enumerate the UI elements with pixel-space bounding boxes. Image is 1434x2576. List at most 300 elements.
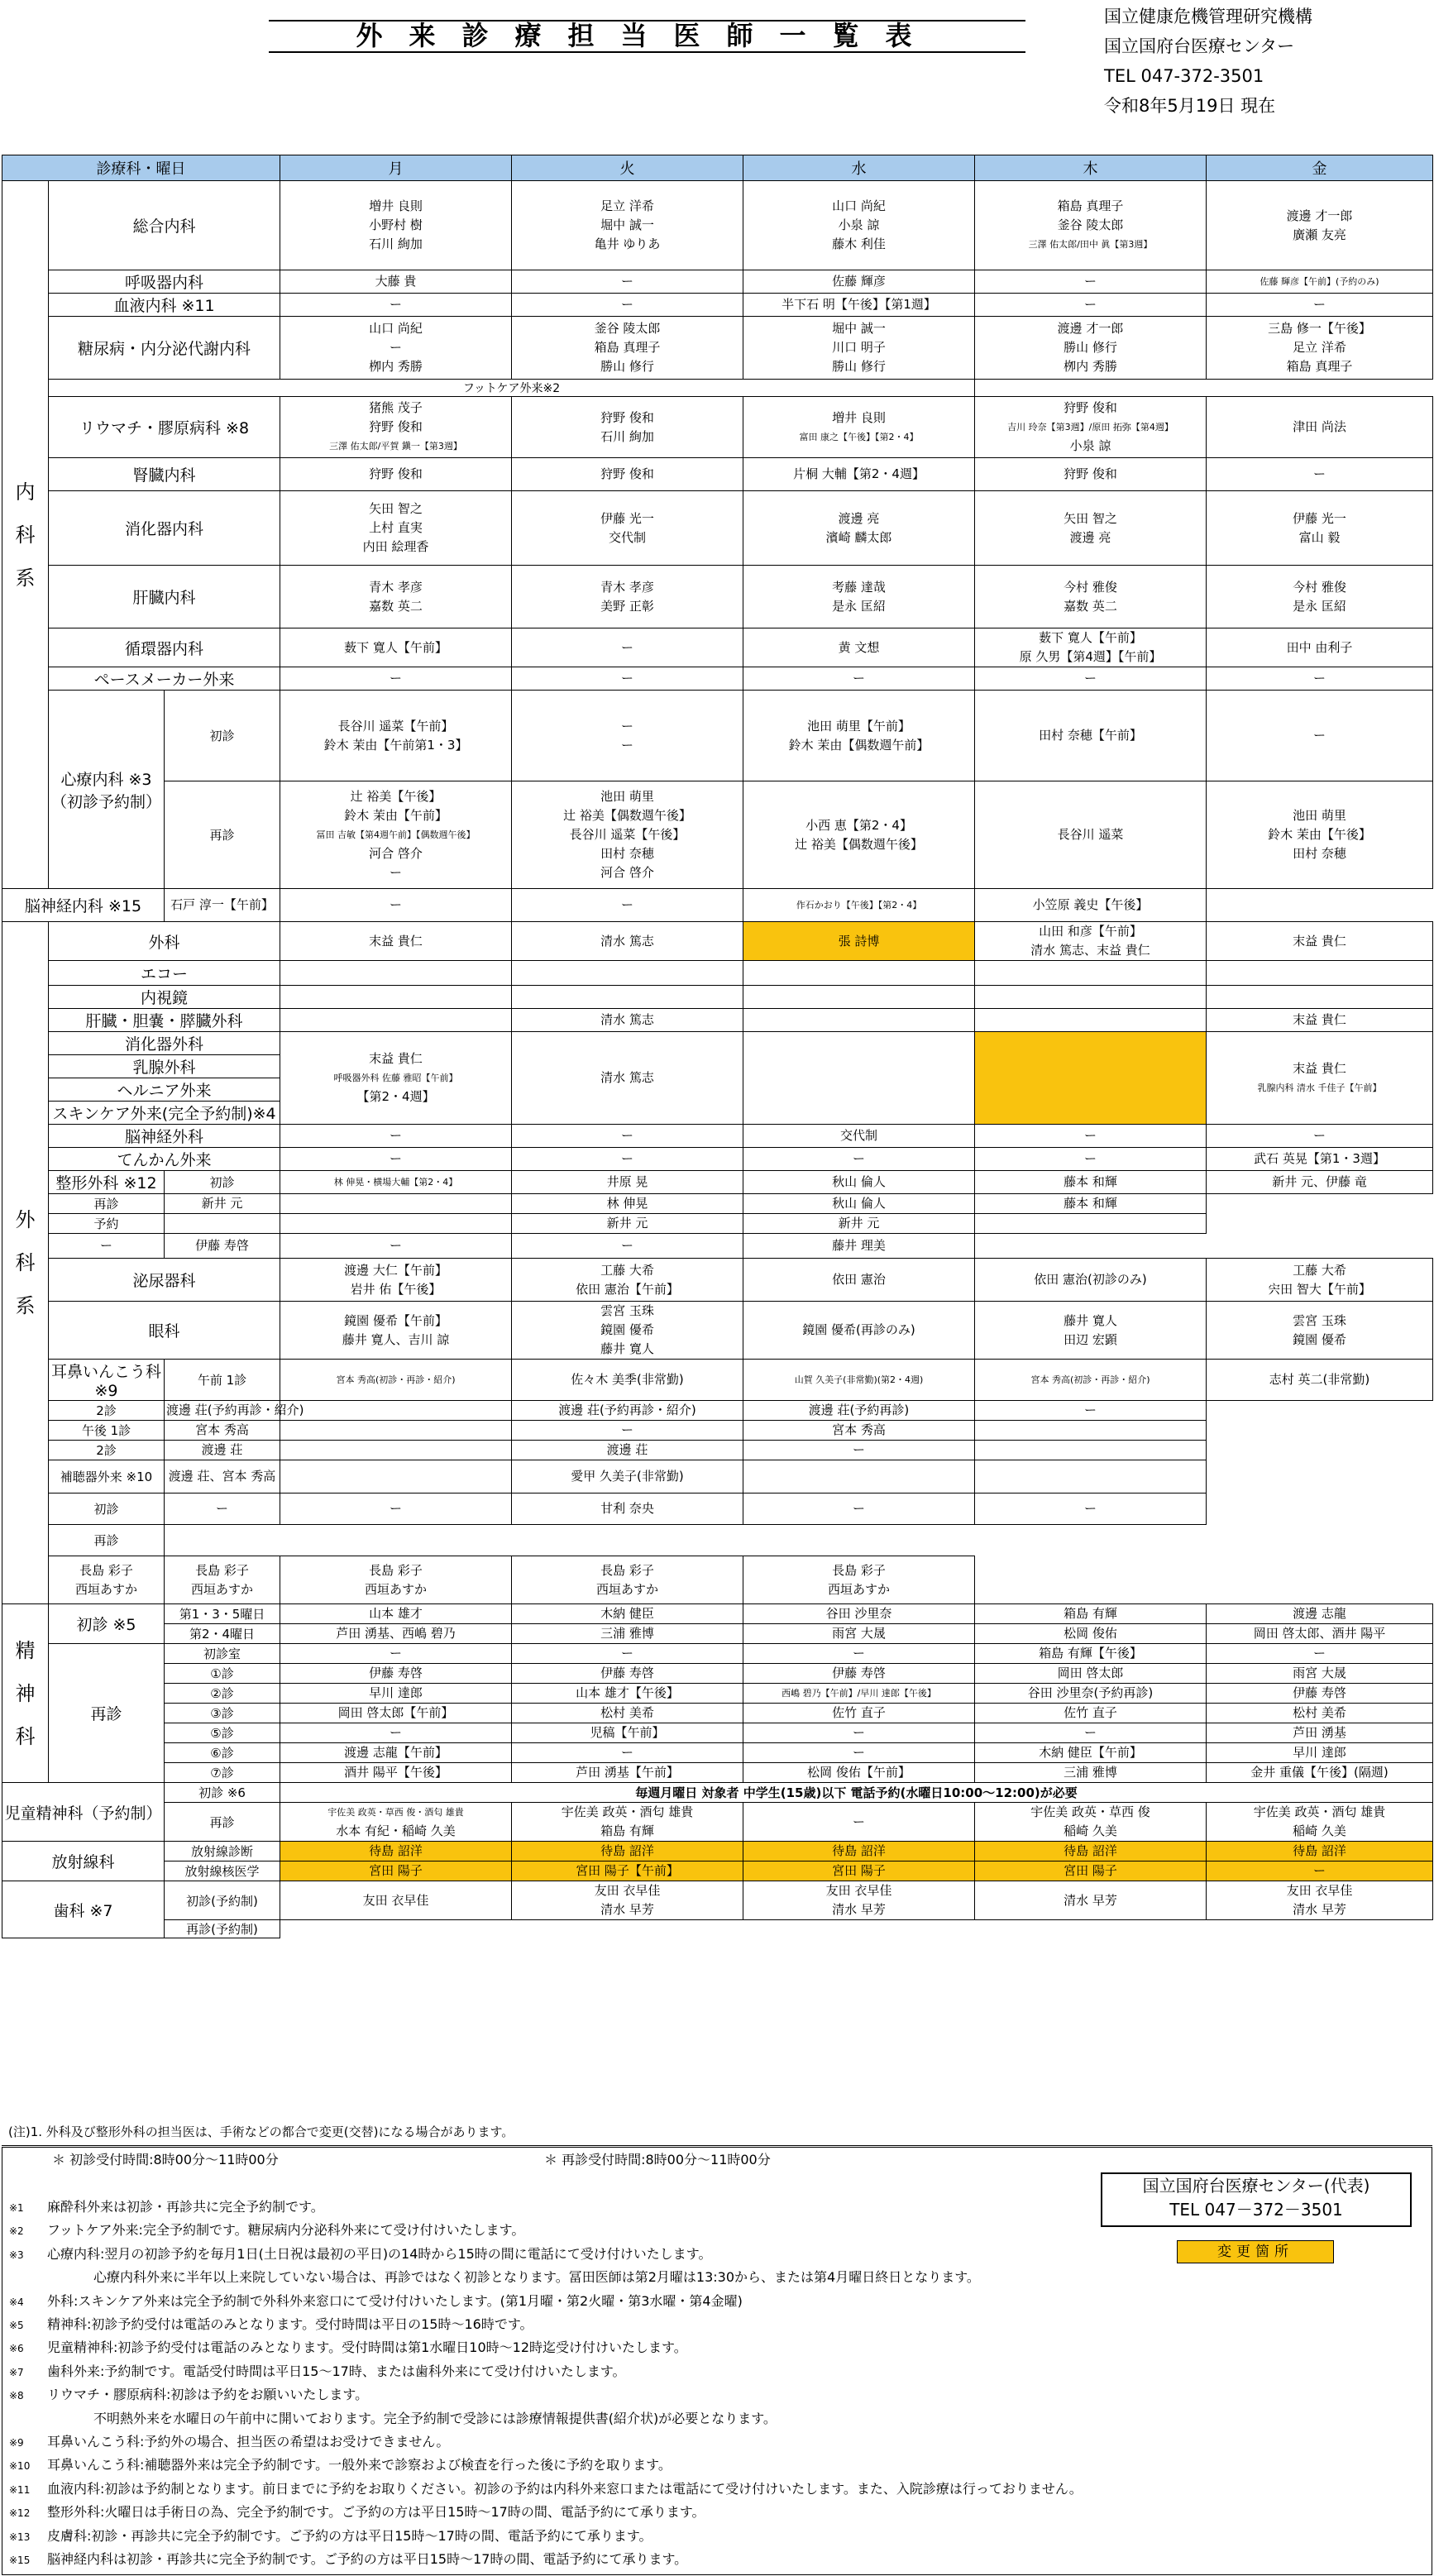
footnote-text: 外科:スキンケア外来は完全予約制で外科外来窓口にて受け付けいたします。(第1月曜・第2火曜・第3水曜・第4金曜) [47, 2292, 743, 2309]
day-水 [743, 317, 975, 380]
day-火 [512, 1624, 743, 1644]
doctor-name: 愛甲 久美子(非常勤) [571, 1469, 684, 1484]
day-木 [975, 1881, 1207, 1920]
doctor-name: 松岡 俊佑 [1064, 1626, 1117, 1641]
day-火 [512, 317, 743, 380]
footnote-key: ※6 [9, 2343, 24, 2355]
day-火 [512, 181, 743, 270]
schedule-row [2, 1259, 1433, 1302]
dept-name: リウマチ・膠原病科 ※8 [49, 397, 280, 458]
footnote [9, 2313, 533, 2337]
doctor-name: 伊藤 寿啓 [369, 1666, 423, 1680]
day-水 [743, 691, 975, 781]
sub-category: 再診 [49, 1194, 165, 1214]
day-火 [280, 1421, 512, 1441]
doctor-name: 宮本 秀高 [832, 1422, 886, 1437]
doctor-name: 藤木 利佳 [832, 237, 886, 251]
day-火 [512, 566, 743, 628]
doctor-name: 鏡園 優希 [600, 1322, 654, 1337]
doctor-name: 新井 元 [201, 1196, 243, 1211]
doctor-name: 栁内 秀勝 [369, 359, 423, 374]
day-水 [743, 1624, 975, 1644]
footnote [9, 2501, 705, 2525]
header-mon: 月 [280, 155, 512, 181]
footnote [9, 2454, 672, 2478]
day-水 [743, 1723, 975, 1743]
doctor-name: 鈴木 茉由【午前第1・3】 [323, 737, 468, 753]
day-月 [280, 1171, 512, 1194]
doctor-name: 釜谷 陵太郎 [1057, 217, 1124, 232]
day-金 [743, 1556, 975, 1604]
day-月 [165, 1401, 304, 1421]
doctor-name: ー [390, 1238, 403, 1253]
doctor-name: 早川 達郎 [369, 1685, 423, 1700]
schedule-row [2, 1743, 1433, 1763]
doctor-name: 清水 早芳 [832, 1902, 886, 1917]
doctor-name: 上村 直実 [369, 520, 423, 535]
doctor-name: 渡邊 志龍【午前】 [344, 1745, 447, 1760]
day-木 [975, 1604, 1207, 1624]
doctor-name: 藤本 和輝 [1064, 1174, 1117, 1189]
doctor-name: ー [621, 1238, 634, 1253]
day-水 [743, 1009, 975, 1032]
doctor-name: 友田 衣早佳 [594, 1883, 661, 1898]
day-水 [743, 1743, 975, 1763]
doctor-name: 廣瀬 友亮 [1293, 227, 1346, 242]
day-木 [975, 1125, 1207, 1148]
doctor-name: 雲宮 玉珠 [1293, 1312, 1346, 1328]
day-水 [743, 922, 975, 961]
day-金 [975, 889, 1207, 922]
sub-category: 2診 [49, 1401, 165, 1421]
day-水 [743, 667, 975, 691]
doctor-name: 石川 絢加 [369, 237, 423, 251]
doctor-name: 雲宮 玉珠 [600, 1303, 654, 1318]
footnote [93, 2266, 980, 2289]
doctor-name: 依田 憲治 [832, 1272, 886, 1287]
day-火 [512, 1171, 743, 1194]
doctor-name: ー [621, 671, 634, 686]
doctor-name: 田中 由利子 [1286, 639, 1353, 655]
day-月 [280, 781, 512, 889]
day-木 [975, 1360, 1207, 1401]
day-水 [743, 1664, 975, 1684]
day-水 [280, 1234, 512, 1259]
sub-category: 初診 [49, 1494, 165, 1525]
doctor-name: 清水 篤志 [600, 1012, 654, 1027]
sub-category: 初診 [165, 691, 280, 781]
day-月 [280, 667, 512, 691]
sub-category: ⑤診 [165, 1723, 280, 1743]
doctor-name: ー [390, 1128, 403, 1143]
doctor-name: 長谷川 遥菜【午後】 [569, 827, 686, 842]
doctor-name: 呼吸器外科 佐藤 雅昭【午前】 [333, 1073, 458, 1083]
doctor-name: 濱崎 麟太郎 [825, 529, 892, 545]
footnote [9, 2383, 368, 2407]
day-火 [280, 1494, 512, 1525]
day-金 [1207, 1644, 1433, 1664]
footnote [93, 2407, 777, 2430]
org-name: 国立健康危機管理研究機構 [1104, 7, 1312, 26]
day-木 [975, 1624, 1207, 1644]
schedule-row [2, 270, 1433, 294]
doctor-name: 富山 毅 [1298, 529, 1341, 545]
day-月 [280, 458, 512, 491]
doctor-name: 狩野 俊和 [369, 466, 423, 481]
sub-category: 補聴器外来 ※10 [49, 1460, 165, 1494]
day-月 [280, 1704, 512, 1723]
schedule-row [2, 1644, 1433, 1664]
doctor-name: ー [1313, 1128, 1326, 1143]
day-木 [975, 458, 1207, 491]
day-金 [1207, 1704, 1433, 1723]
doctor-name: 工藤 大希 [1293, 1262, 1346, 1278]
day-金 [1207, 1684, 1433, 1704]
doctor-name: 山田 和彦【午前】 [1039, 924, 1142, 939]
doctor-name: 鈴木 茉由【午前】 [344, 808, 447, 823]
schedule-row [2, 986, 1433, 1009]
doctor-name: 佐藤 輝彦【午前】(予約のみ) [1260, 276, 1379, 287]
doctor-name: ー [1313, 466, 1326, 481]
day-月 [280, 1009, 512, 1032]
page-title: 外来診療担当医師一覧表 [356, 20, 939, 51]
doctor-name: 山口 尚紀 [369, 321, 423, 336]
day-火 [512, 1032, 743, 1125]
day-木 [975, 628, 1207, 667]
day-水 [743, 1148, 975, 1171]
doctor-name: 谷田 沙里奈 [825, 1606, 892, 1621]
schedule-row [2, 1862, 1433, 1881]
schedule-row [2, 317, 1433, 380]
day-金 [1207, 1009, 1433, 1032]
day-水 [743, 566, 975, 628]
day-木 [975, 1302, 1207, 1360]
doctor-name: ー [853, 1646, 866, 1661]
day-水 [743, 1862, 975, 1881]
day-金 [975, 1494, 1207, 1525]
day-火 [512, 458, 743, 491]
doctor-name: 岡田 啓太郎、酒井 陽平 [1253, 1626, 1386, 1641]
day-水 [743, 628, 975, 667]
doctor-name: 矢田 智之 [1064, 510, 1117, 526]
foot-care-note: フットケア外来※2 [49, 380, 975, 397]
day-木 [975, 181, 1207, 270]
doctor-name: 宮田 陽子 [1064, 1863, 1117, 1878]
day-木 [743, 1441, 975, 1460]
day-月 [165, 1494, 280, 1525]
day-月 [280, 397, 512, 458]
doctor-name: 栁内 秀勝 [1064, 359, 1117, 374]
schedule-row [2, 781, 1433, 889]
doctor-name: 待島 詔洋 [1293, 1843, 1346, 1858]
dept-name: 歯科 ※7 [2, 1881, 165, 1938]
doctor-name: 今村 雅俊 [1293, 579, 1346, 595]
footnote-key: ※2 [9, 2225, 24, 2238]
doctor-name: 薮下 寛人【午前】 [344, 639, 447, 655]
schedule-row [2, 1214, 1433, 1234]
doctor-name: 清水 早芳 [600, 1902, 654, 1917]
day-月 [280, 1624, 512, 1644]
day-金 [1207, 1881, 1433, 1920]
day-金 [743, 1234, 975, 1259]
doctor-name: ー [390, 340, 403, 355]
doctor-name: ー [621, 1151, 634, 1166]
sub-category: 初診 ※6 [165, 1783, 280, 1803]
day-木 [975, 1148, 1207, 1171]
day-水 [743, 1704, 975, 1723]
footnote-text: 不明熱外来を水曜日の午前中に開いております。完全予約制で受診には診療情報提供書(紹介状)が必要となります。 [93, 2410, 777, 2426]
day-火 [512, 667, 743, 691]
doctor-name: ー [853, 1151, 866, 1166]
dept-name: 心療内科 ※3（初診予約制） [49, 691, 165, 889]
doctor-name: 藤井 寛人 [600, 1341, 654, 1356]
day-木 [975, 1803, 1207, 1842]
doctor-name: 嘉数 英二 [1064, 598, 1117, 614]
page-header [0, 0, 1434, 149]
doctor-name: 内田 絵理香 [362, 539, 429, 554]
day-木 [975, 986, 1207, 1009]
day-月 [280, 1302, 512, 1360]
day-木 [743, 889, 975, 922]
footnote-key: ※8 [9, 2390, 24, 2402]
day-水 [512, 1401, 743, 1421]
doctor-name: ー [1084, 671, 1097, 686]
day-木 [975, 1644, 1207, 1664]
doctor-name: 伊藤 寿啓 [1293, 1685, 1346, 1700]
day-月 [165, 1214, 280, 1234]
day-木 [975, 961, 1207, 986]
footnote-key: ※4 [9, 2296, 24, 2308]
doctor-name: 末益 貴仁 [1293, 1060, 1346, 1076]
doctor-name: 宮本 秀高(初診・再診・紹介) [1030, 1374, 1150, 1385]
doctor-name: ー [390, 1501, 403, 1516]
day-火 [512, 1684, 743, 1704]
doctor-name: 伊藤 光一 [600, 510, 654, 526]
doctor-name: 清水 篤志、末益 貴仁 [1030, 943, 1150, 958]
sub-category: 放射線診断 [165, 1842, 280, 1862]
doctor-name: ー [1084, 297, 1097, 312]
doctor-name: 待島 詔洋 [369, 1843, 423, 1858]
doctor-name: 三島 修一【午後】 [1268, 321, 1371, 336]
dept-name: 糖尿病・内分泌代謝内科 [49, 317, 280, 380]
day-金 [1207, 1743, 1433, 1763]
dept-name: 外科 [49, 922, 280, 961]
organization-info [1104, 2, 1312, 121]
schedule-row [2, 1125, 1433, 1148]
dept-name: 血液内科 ※11 [49, 294, 280, 317]
day-火 [280, 1214, 512, 1234]
doctor-name: 林 伸晃 [606, 1196, 648, 1211]
schedule-row [2, 1763, 1433, 1783]
doctor-name: 勝山 修行 [832, 359, 886, 374]
day-木 [975, 1009, 1207, 1032]
doctor-name: 乳腺内科 清水 千佳子【午前】 [1257, 1082, 1382, 1093]
doctor-name: ー [621, 718, 634, 734]
schedule-row [2, 491, 1433, 566]
dept-name: ペースメーカー外来 [49, 667, 280, 691]
doctor-name: 鏡園 優希【午前】 [344, 1312, 447, 1328]
day-金 [1207, 294, 1433, 317]
day-火 [512, 294, 743, 317]
doctor-name: ー [1313, 671, 1326, 686]
schedule-row [2, 1881, 1433, 1920]
footnote-key: ※15 [9, 2554, 31, 2566]
sub-category: 初診室 [165, 1644, 280, 1664]
doctor-name: 勝山 修行 [1064, 340, 1117, 355]
doctor-name: 林 伸晃・横場大輔【第2・4】 [333, 1177, 458, 1188]
doctor-name: ー [390, 671, 403, 686]
day-木 [975, 667, 1207, 691]
footnote-key: ※12 [9, 2507, 31, 2520]
doctor-name: 長島 彩子 [832, 1562, 886, 1578]
day-月 [280, 986, 512, 1009]
dept-name: 泌尿器科 [49, 1259, 280, 1302]
day-木 [975, 397, 1207, 458]
schedule-row [2, 1664, 1433, 1684]
day-金 [1207, 691, 1433, 781]
doctor-name: 秋山 倫人 [832, 1174, 886, 1189]
schedule-row [2, 1148, 1433, 1171]
day-金 [1207, 628, 1433, 667]
doctor-name: 伊藤 寿啓 [832, 1666, 886, 1680]
day-火 [512, 691, 743, 781]
doctor-name: 宇佐美 政英・酒匂 雄貴 [1253, 1804, 1386, 1819]
doctor-name: ー [390, 897, 403, 912]
doctor-name: 甘利 奈央 [600, 1501, 654, 1516]
doctor-name: 渡邊 志龍 [1293, 1606, 1346, 1621]
footnote-text: 麻酔科外来は初診・再診共に完全予約制です。 [47, 2199, 324, 2215]
doctor-name: 美野 正彰 [600, 598, 654, 614]
doctor-name: 稲崎 久美 [1293, 1823, 1346, 1838]
doctor-name: 佐藤 輝彦 [832, 274, 886, 289]
footnote-key: ※5 [9, 2320, 24, 2331]
day-水 [743, 1302, 975, 1360]
doctor-name: 岡田 啓太郎 [1057, 1666, 1124, 1680]
schedule-row [2, 1556, 1433, 1604]
day-火 [512, 961, 743, 986]
doctor-name: 末益 貴仁 [369, 933, 423, 949]
doctor-name: 是永 匡紹 [1293, 598, 1346, 614]
schedule-row [2, 1460, 1433, 1494]
doctor-name: ー [1313, 728, 1326, 743]
doctor-name: 伊藤 光一 [1293, 510, 1346, 526]
doctor-name: 狩野 俊和 [1064, 400, 1117, 415]
doctor-name: 狩野 俊和 [1064, 466, 1117, 481]
doctor-name: 秋山 倫人 [832, 1196, 886, 1211]
day-火 [512, 1704, 743, 1723]
schedule-row [2, 691, 1433, 781]
day-木 [975, 1862, 1207, 1881]
doctor-name: 鈴木 茉由【偶数週午前】 [788, 737, 930, 753]
revisit-hours: ＊ 再診受付時間:8時00分～11時00分 [544, 2152, 771, 2167]
day-月 [280, 1148, 512, 1171]
schedule-row [2, 181, 1433, 270]
day-木 [975, 1743, 1207, 1763]
doctor-name: 工藤 大希 [600, 1262, 654, 1278]
doctor-name: 池田 萌里 [1293, 808, 1346, 823]
doctor-name: 稲崎 久美 [1064, 1823, 1117, 1838]
day-月 [280, 1360, 512, 1401]
schedule-row [2, 1624, 1433, 1644]
day-月 [280, 294, 512, 317]
doctor-name: 鏡園 優希(再診のみ) [802, 1322, 915, 1337]
day-金 [1207, 1360, 1433, 1401]
day-水 [743, 781, 975, 889]
day-月 [280, 1032, 512, 1125]
day-水 [743, 1803, 975, 1842]
day-火 [512, 1302, 743, 1360]
day-月 [280, 1842, 512, 1862]
day-金 [1207, 181, 1433, 270]
first-visit-hours: ＊ 初診受付時間:8時00分～11時00分 [52, 2152, 279, 2167]
day-水 [512, 1194, 743, 1214]
dept-name: 循環器内科 [49, 628, 280, 667]
doctor-name: 小野村 樹 [369, 217, 423, 232]
day-水 [743, 1644, 975, 1664]
doctor-name: 池田 萌里【午前】 [807, 718, 911, 734]
day-月 [280, 1604, 512, 1624]
day-月 [280, 961, 512, 986]
schedule-row [2, 1920, 1433, 1938]
doctor-name: 田村 奈穂【午前】 [1039, 728, 1142, 743]
group-geka: 外 科 系 [2, 922, 49, 1604]
group-naika: 内 科 系 [2, 181, 49, 889]
day-金 [1207, 317, 1433, 380]
doctor-name: ー [390, 1725, 403, 1740]
doctor-name: 待島 詔洋 [600, 1843, 654, 1858]
doctor-name: 山口 尚紀 [832, 198, 886, 213]
doctor-name: 宇佐美 政英・草西 俊 [1030, 1804, 1150, 1819]
doctor-name: 田辺 宏顕 [1064, 1331, 1117, 1347]
day-水 [743, 181, 975, 270]
doctor-name: 松村 美希 [600, 1705, 654, 1720]
day-金 [975, 1194, 1207, 1214]
day-火 [280, 1401, 512, 1421]
day-木 [743, 1494, 975, 1525]
day-月 [280, 628, 512, 667]
doctor-name: 青木 孝彦 [600, 579, 654, 595]
doctor-name: 渡邊 亮 [838, 510, 880, 526]
doctor-name: 新井 元 [838, 1216, 880, 1231]
day-金 [1207, 961, 1433, 986]
day-火 [512, 1862, 743, 1881]
dept-name: 整形外科 ※12 [49, 1171, 165, 1194]
doctor-name: 雨宮 大晟 [1293, 1666, 1346, 1680]
day-水 [743, 1881, 975, 1920]
day-金 [975, 1421, 1207, 1441]
doctor-name: 清水 早芳 [1064, 1892, 1117, 1908]
day-火 [280, 1460, 512, 1494]
day-水 [743, 491, 975, 566]
day-月 [280, 181, 512, 270]
doctor-name: ー [1313, 1646, 1326, 1661]
day-火 [512, 270, 743, 294]
day-木 [975, 1259, 1207, 1302]
dept-name: 消化器外科 [49, 1032, 280, 1055]
day-木 [975, 270, 1207, 294]
day-月 [280, 491, 512, 566]
day-火 [512, 1803, 743, 1842]
schedule-row [2, 961, 1433, 986]
doctor-name: 長島 彩子 [600, 1562, 654, 1578]
as-of-date: 令和8年5月19日 現在 [1104, 96, 1276, 116]
sub-category: ⑥診 [165, 1743, 280, 1763]
footnote-key: ※7 [9, 2366, 24, 2378]
day-水 [512, 1494, 743, 1525]
doctor-name: 河合 啓介 [600, 865, 654, 880]
footnote-key: ※11 [9, 2483, 31, 2496]
day-木 [975, 1723, 1207, 1743]
